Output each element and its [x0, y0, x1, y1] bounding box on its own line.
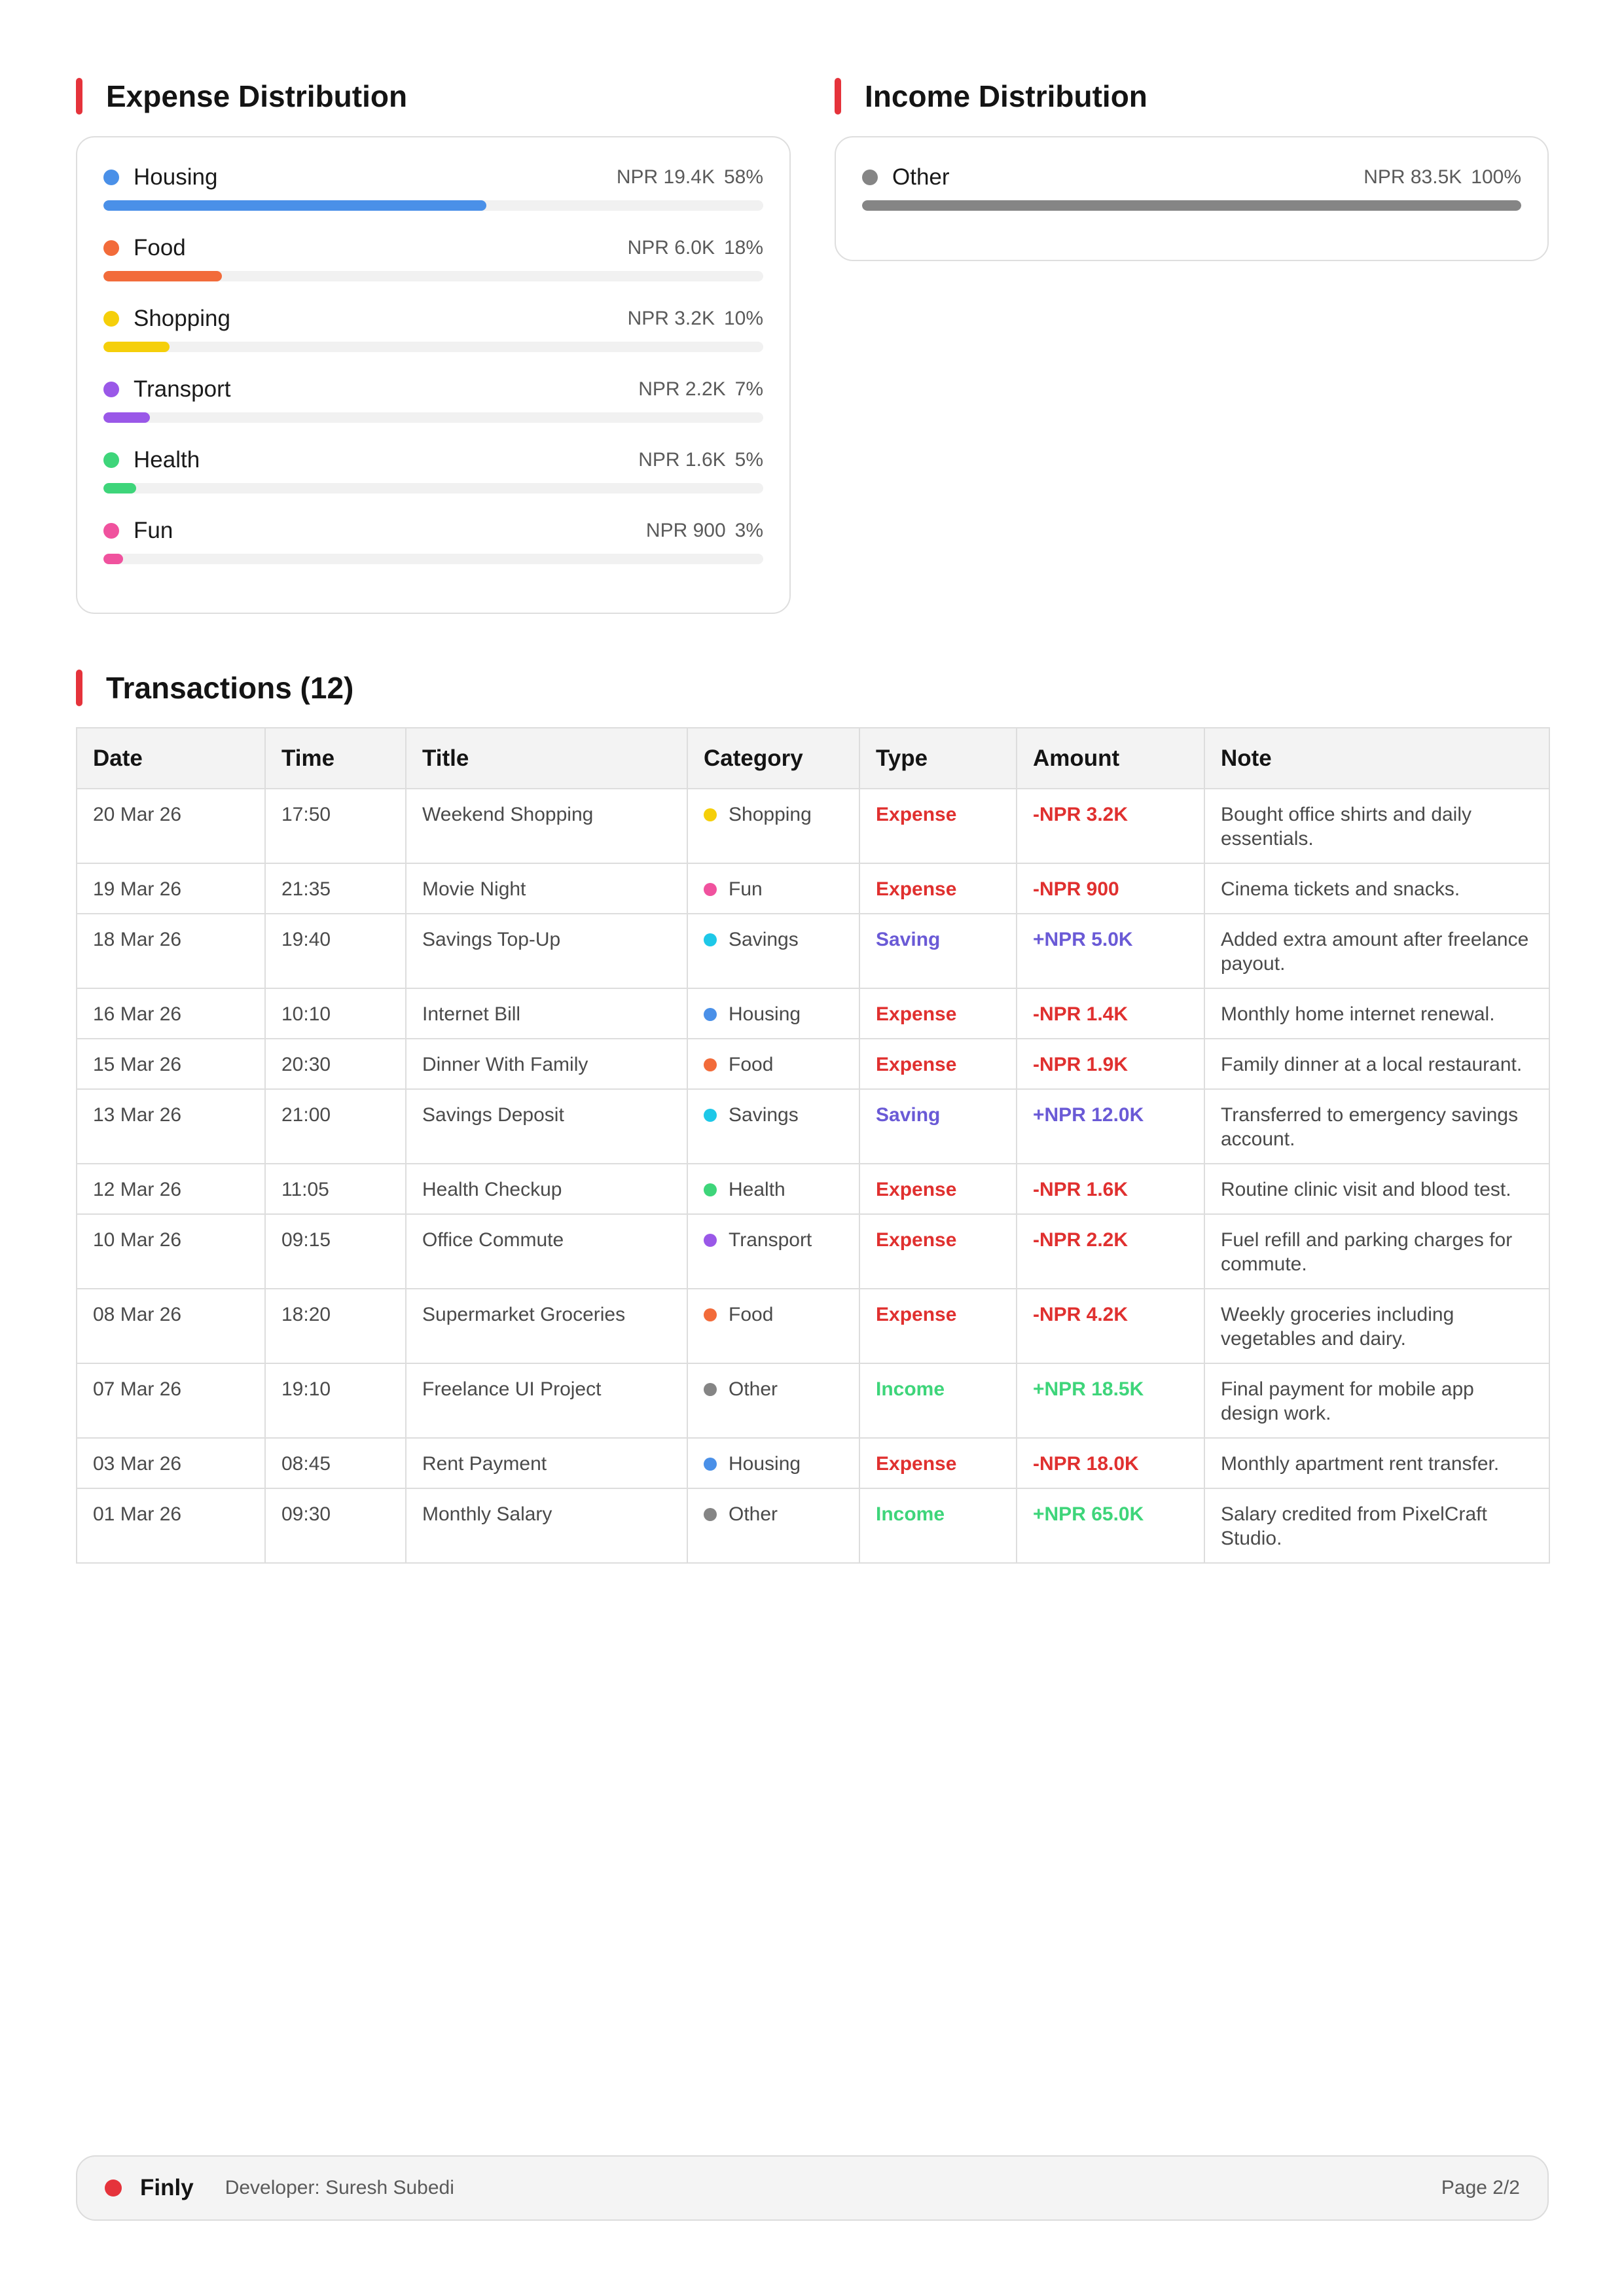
progress-fill: [103, 342, 170, 352]
section-accent-bar: [76, 78, 82, 115]
cell-amount: -NPR 2.2K: [1017, 1214, 1204, 1289]
category-percent: 18%: [723, 237, 763, 259]
cell-type: Expense: [859, 1438, 1017, 1488]
table-row: [77, 1164, 1549, 1214]
cell-amount: +NPR 18.5K: [1017, 1363, 1204, 1438]
cell-note: Routine clinic visit and blood test.: [1204, 1164, 1549, 1214]
column-header-date: Date: [77, 728, 265, 789]
table-row: [77, 1089, 1549, 1164]
table-row: [77, 1488, 1549, 1563]
table-row: [77, 914, 1549, 988]
category-label: Savings: [729, 1104, 799, 1126]
cell-title: Savings Top-Up: [406, 914, 687, 988]
cell-note: Fuel refill and parking charges for commute.: [1204, 1214, 1549, 1289]
cell-type: Expense: [859, 863, 1017, 914]
cell-amount: -NPR 1.4K: [1017, 988, 1204, 1039]
expense-distribution-title: Expense Distribution: [106, 79, 408, 113]
cell-amount: -NPR 1.6K: [1017, 1164, 1204, 1214]
expense-distribution-item: [103, 164, 763, 211]
cell-category: [687, 1438, 859, 1488]
cell-time: 10:10: [265, 988, 406, 1039]
category-label: Food: [729, 1054, 774, 1075]
cell-title: Internet Bill: [406, 988, 687, 1039]
progress-track: [862, 200, 1521, 211]
cell-amount: +NPR 65.0K: [1017, 1488, 1204, 1563]
category-dot-icon: [704, 1058, 717, 1071]
category-amount: NPR 900: [645, 520, 726, 541]
cell-category: [687, 1089, 859, 1164]
cell-type: Expense: [859, 1214, 1017, 1289]
cell-title: Movie Night: [406, 863, 687, 914]
cell-note: Weekly groceries including vegetables and dairy.: [1204, 1289, 1549, 1363]
progress-track: [103, 412, 763, 423]
table-row: [77, 1214, 1549, 1289]
category-percent: 3%: [734, 520, 763, 541]
expense-distribution-heading: [76, 77, 407, 116]
cell-title: Savings Deposit: [406, 1089, 687, 1164]
table-row: [77, 789, 1549, 863]
category-dot-icon: [704, 1508, 717, 1521]
progress-fill: [862, 200, 1521, 211]
cell-date: 20 Mar 26: [77, 789, 265, 863]
cell-category: [687, 1289, 859, 1363]
cell-category: [687, 1488, 859, 1563]
category-label: Transport: [134, 376, 231, 402]
category-dot-icon: [704, 933, 717, 946]
category-label: Fun: [729, 878, 763, 900]
category-percent: 10%: [723, 308, 763, 329]
category-label: Shopping: [729, 804, 812, 825]
cell-date: 12 Mar 26: [77, 1164, 265, 1214]
category-amount: NPR 2.2K: [638, 378, 726, 400]
expense-distribution-item: [103, 234, 763, 281]
cell-category: [687, 1164, 859, 1214]
category-dot-icon: [103, 170, 119, 185]
expense-distribution-item: [103, 517, 763, 564]
cell-note: Final payment for mobile app design work.: [1204, 1363, 1549, 1438]
cell-time: 17:50: [265, 789, 406, 863]
table-row: [77, 1363, 1549, 1438]
category-dot-icon: [103, 240, 119, 256]
table-row: [77, 1289, 1549, 1363]
category-label: Shopping: [134, 306, 230, 331]
transactions-title: Transactions (12): [106, 671, 354, 705]
cell-category: [687, 1363, 859, 1438]
cell-date: 18 Mar 26: [77, 914, 265, 988]
category-amount: NPR 19.4K: [616, 166, 715, 188]
cell-category: [687, 988, 859, 1039]
cell-date: 10 Mar 26: [77, 1214, 265, 1289]
cell-type: Expense: [859, 1039, 1017, 1089]
cell-amount: -NPR 1.9K: [1017, 1039, 1204, 1089]
expense-distribution-item: [103, 446, 763, 493]
table-row: [77, 863, 1549, 914]
category-label: Savings: [729, 929, 799, 950]
category-percent: 7%: [734, 378, 763, 400]
category-dot-icon: [862, 170, 878, 185]
cell-title: Office Commute: [406, 1214, 687, 1289]
cell-date: 08 Mar 26: [77, 1289, 265, 1363]
cell-date: 19 Mar 26: [77, 863, 265, 914]
progress-fill: [103, 200, 486, 211]
cell-type: Saving: [859, 1089, 1017, 1164]
category-label: Food: [729, 1304, 774, 1325]
transactions-table: [76, 727, 1550, 1564]
cell-date: 13 Mar 26: [77, 1089, 265, 1164]
progress-fill: [103, 412, 150, 423]
cell-type: Income: [859, 1363, 1017, 1438]
column-header-note: Note: [1204, 728, 1549, 789]
page-footer: [76, 2155, 1549, 2221]
category-dot-icon: [704, 883, 717, 896]
cell-time: 19:10: [265, 1363, 406, 1438]
income-distribution-item: [862, 164, 1521, 211]
cell-type: Expense: [859, 988, 1017, 1039]
section-accent-bar: [76, 670, 82, 706]
cell-time: 11:05: [265, 1164, 406, 1214]
cell-time: 18:20: [265, 1289, 406, 1363]
category-percent: 5%: [734, 449, 763, 471]
category-dot-icon: [704, 1308, 717, 1321]
category-label: Other: [729, 1503, 778, 1525]
cell-time: 20:30: [265, 1039, 406, 1089]
cell-time: 19:40: [265, 914, 406, 988]
cell-category: [687, 863, 859, 914]
category-label: Health: [729, 1179, 785, 1200]
category-dot-icon: [103, 523, 119, 539]
cell-note: Cinema tickets and snacks.: [1204, 863, 1549, 914]
category-label: Other: [892, 164, 950, 190]
cell-amount: -NPR 900: [1017, 863, 1204, 914]
expense-distribution-card: [76, 136, 791, 614]
category-dot-icon: [704, 1183, 717, 1196]
expense-distribution-item: [103, 305, 763, 352]
cell-date: 01 Mar 26: [77, 1488, 265, 1563]
transactions-heading: [76, 668, 353, 708]
income-distribution-card: [835, 136, 1549, 261]
section-accent-bar: [835, 78, 841, 115]
category-amount: NPR 6.0K: [627, 237, 715, 259]
cell-note: Family dinner at a local restaurant.: [1204, 1039, 1549, 1089]
progress-fill: [103, 271, 222, 281]
cell-note: Monthly apartment rent transfer.: [1204, 1438, 1549, 1488]
category-label: Housing: [729, 1453, 801, 1475]
category-label: Housing: [729, 1003, 801, 1025]
cell-note: Salary credited from PixelCraft Studio.: [1204, 1488, 1549, 1563]
category-dot-icon: [103, 382, 119, 397]
cell-date: 03 Mar 26: [77, 1438, 265, 1488]
expense-distribution-item: [103, 376, 763, 423]
category-dot-icon: [704, 1109, 717, 1122]
category-dot-icon: [704, 1008, 717, 1021]
category-label: Transport: [729, 1229, 812, 1251]
table-row: [77, 1039, 1549, 1089]
category-percent: 58%: [723, 166, 763, 188]
progress-fill: [103, 483, 136, 493]
cell-category: [687, 789, 859, 863]
cell-title: Supermarket Groceries: [406, 1289, 687, 1363]
column-header-time: Time: [265, 728, 406, 789]
table-row: [77, 1438, 1549, 1488]
cell-time: 21:35: [265, 863, 406, 914]
cell-category: [687, 1039, 859, 1089]
column-header-type: Type: [859, 728, 1017, 789]
cell-type: Expense: [859, 1164, 1017, 1214]
category-dot-icon: [704, 808, 717, 821]
category-dot-icon: [103, 452, 119, 468]
cell-type: Expense: [859, 789, 1017, 863]
category-percent: 100%: [1471, 166, 1521, 188]
brand-name: Finly: [140, 2175, 194, 2200]
cell-category: [687, 1214, 859, 1289]
column-header-category: Category: [687, 728, 859, 789]
category-dot-icon: [103, 311, 119, 327]
cell-amount: +NPR 5.0K: [1017, 914, 1204, 988]
brand-dot-icon: [105, 2179, 122, 2197]
category-label: Food: [134, 235, 186, 260]
progress-track: [103, 200, 763, 211]
cell-category: [687, 914, 859, 988]
cell-type: Saving: [859, 914, 1017, 988]
page-number: Page 2/2: [1441, 2177, 1520, 2198]
category-dot-icon: [704, 1234, 717, 1247]
cell-time: 21:00: [265, 1089, 406, 1164]
cell-title: Dinner With Family: [406, 1039, 687, 1089]
category-amount: NPR 83.5K: [1363, 166, 1462, 188]
cell-note: Added extra amount after freelance payout.: [1204, 914, 1549, 988]
category-amount: NPR 3.2K: [627, 308, 715, 329]
cell-amount: +NPR 12.0K: [1017, 1089, 1204, 1164]
category-dot-icon: [704, 1458, 717, 1471]
progress-fill: [103, 554, 123, 564]
column-header-amount: Amount: [1017, 728, 1204, 789]
cell-amount: -NPR 18.0K: [1017, 1438, 1204, 1488]
progress-track: [103, 271, 763, 281]
income-distribution-title: Income Distribution: [865, 79, 1147, 113]
cell-title: Freelance UI Project: [406, 1363, 687, 1438]
progress-track: [103, 342, 763, 352]
cell-date: 16 Mar 26: [77, 988, 265, 1039]
column-header-title: Title: [406, 728, 687, 789]
cell-amount: -NPR 4.2K: [1017, 1289, 1204, 1363]
income-distribution-heading: [835, 77, 1147, 116]
cell-time: 09:30: [265, 1488, 406, 1563]
category-label: Other: [729, 1378, 778, 1400]
cell-note: Bought office shirts and daily essentials.: [1204, 789, 1549, 863]
table-row: [77, 988, 1549, 1039]
cell-date: 07 Mar 26: [77, 1363, 265, 1438]
cell-title: Weekend Shopping: [406, 789, 687, 863]
cell-type: Income: [859, 1488, 1017, 1563]
category-label: Health: [134, 447, 200, 473]
cell-title: Monthly Salary: [406, 1488, 687, 1563]
cell-title: Rent Payment: [406, 1438, 687, 1488]
category-amount: NPR 1.6K: [638, 449, 726, 471]
table-header-row: [77, 728, 1549, 789]
category-label: Housing: [134, 164, 218, 190]
cell-note: Monthly home internet renewal.: [1204, 988, 1549, 1039]
cell-note: Transferred to emergency savings account.: [1204, 1089, 1549, 1164]
developer-credit: Developer: Suresh Subedi: [225, 2177, 454, 2198]
cell-amount: -NPR 3.2K: [1017, 789, 1204, 863]
progress-track: [103, 554, 763, 564]
cell-time: 09:15: [265, 1214, 406, 1289]
category-dot-icon: [704, 1383, 717, 1396]
category-label: Fun: [134, 518, 173, 543]
cell-type: Expense: [859, 1289, 1017, 1363]
progress-track: [103, 483, 763, 493]
cell-date: 15 Mar 26: [77, 1039, 265, 1089]
cell-title: Health Checkup: [406, 1164, 687, 1214]
cell-time: 08:45: [265, 1438, 406, 1488]
